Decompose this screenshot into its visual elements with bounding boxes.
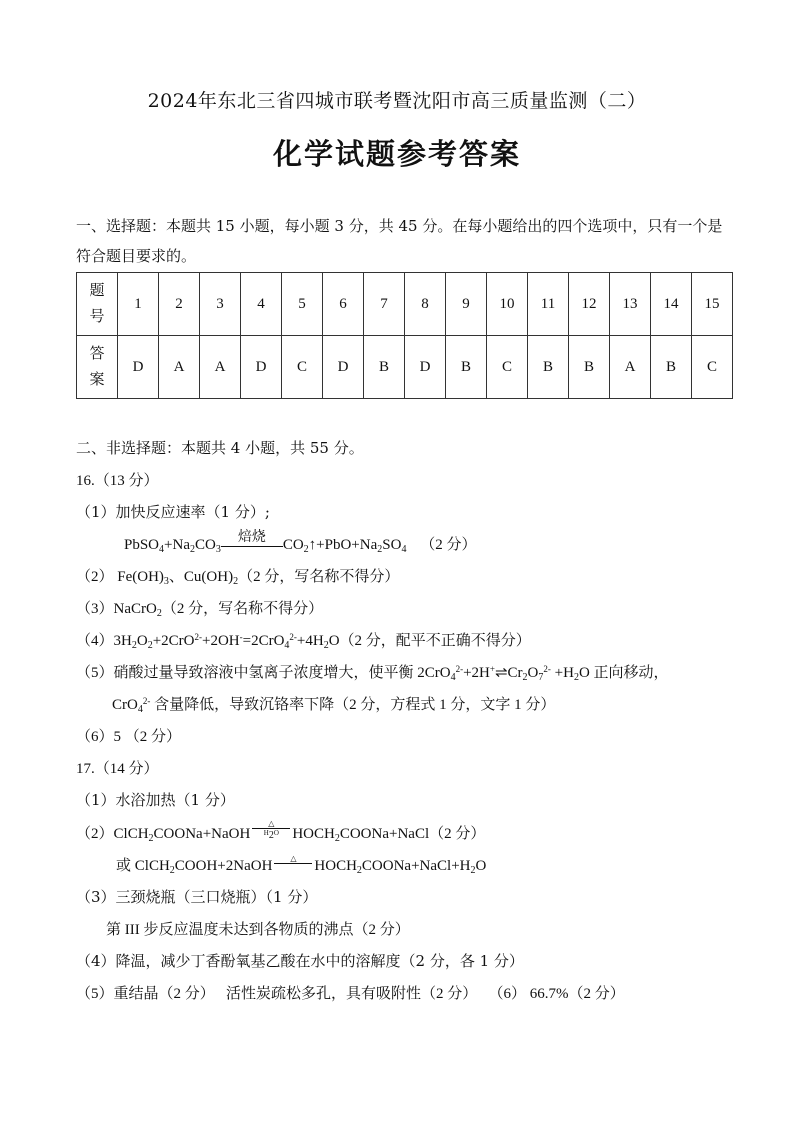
answer-cell: C xyxy=(282,336,323,399)
question-number: 4 xyxy=(241,273,282,336)
q17-part2-prefix: （2） xyxy=(76,826,114,842)
q16-part2 xyxy=(76,565,399,586)
answer-table-number-row xyxy=(77,273,733,336)
q17-part5-6: （5）重结晶（2 分） 活性炭疏松多孔，具有吸附性（2 分） （6） 66.7%（2 分） xyxy=(76,986,625,1002)
question-number: 5 xyxy=(282,273,323,336)
q16-eq-score: （2 分） xyxy=(420,537,477,553)
answer-cell: C xyxy=(692,336,733,399)
q17-eq1-left: ClCH$_2$COONa+NaOH xyxy=(113,826,251,844)
question-number: 14 xyxy=(651,273,692,336)
section1-intro: 一、选择题：本题共 15 小题，每小题 3 分，共 45 分。在每小题给出的四个选项中，只有一个是符合题目要求的。 xyxy=(76,217,723,265)
answer-cell: D xyxy=(405,336,446,399)
answer-cell: D xyxy=(323,336,364,399)
question-number: 2 xyxy=(159,273,200,336)
answer-table-answer-row xyxy=(77,336,733,399)
solvent-label: $H_2O$ xyxy=(263,829,279,842)
heat-symbol: △ xyxy=(268,819,275,829)
q17-part2 xyxy=(76,819,486,844)
question-number: 6 xyxy=(323,273,364,336)
reaction-arrow xyxy=(252,819,290,842)
question-number: 13 xyxy=(610,273,651,336)
question-number: 10 xyxy=(487,273,528,336)
answer-cell: D xyxy=(118,336,159,399)
q16-eq-right: $CO_2↑+PbO+Na_2SO_4$ xyxy=(282,537,407,555)
q16-part5a-text: （5）硝酸过量导致溶液中氢离子浓度增大，使平衡 $2CrO_4^{2-}+2H^+\rightleftharpoons Cr_2O_7^{2-} +H_2O$ 正向移动， xyxy=(76,664,669,683)
question-number: 12 xyxy=(569,273,610,336)
question-number: 1 xyxy=(118,273,159,336)
q17-eq2-right: $HOCH_2COONa+NaCl+H_2O$ xyxy=(314,858,487,876)
q16-part5-line1 xyxy=(76,661,669,682)
q16-part5b-text: CrO$_4^{2-}$ 含量降低，导致沉铬率下降（2 分，方程式 1 分，文字 1 分） xyxy=(112,696,556,715)
question-number: 11 xyxy=(528,273,569,336)
q17-eq1-right: $HOCH_2COONa+NaCl(2$ 分） xyxy=(292,826,486,844)
question-number: 7 xyxy=(364,273,405,336)
q17-part4: （4）降温，减少丁香酚氧基乙酸在水中的溶解度（2 分，各 1 分） xyxy=(76,952,524,970)
q17-part3b: 第 III 步反应温度未达到各物质的沸点（2 分） xyxy=(106,922,410,938)
answer-cell: B xyxy=(528,336,569,399)
heat-symbol: △ xyxy=(290,853,297,863)
header-question-text: 题号 xyxy=(89,282,105,325)
q16-part5-line2 xyxy=(112,693,555,714)
q16-heading: 16.（13 分） xyxy=(76,473,159,489)
q17-part1: （1）水浴加热（1 分） xyxy=(76,791,235,809)
q16-part4-text: $(4)3H_2O_2+2CrO^{2-}+2OH^-=2CrO_4^{2-}+4H_2O(2$ 分，配平不正确不得分） xyxy=(76,632,531,651)
section2-intro: 二、非选择题：本题共 4 小题，共 55 分。 xyxy=(76,439,364,457)
q16-part3 xyxy=(76,597,323,618)
header-answer-text: 答案 xyxy=(89,345,105,388)
question-number: 8 xyxy=(405,273,446,336)
answer-cell: D xyxy=(241,336,282,399)
q16-part3-text: （3）NaCrO$_2$（2 分，写名称不得分） xyxy=(76,601,324,619)
q16-part4 xyxy=(76,629,531,650)
q16-part2-text: （2） $Fe(OH)_3$、$Cu(OH)_2(2$ 分，写名称不得分） xyxy=(76,569,400,587)
q16-eq-left: $PbSO_4+Na_2CO_3$ xyxy=(124,537,221,555)
answer-cell: B xyxy=(569,336,610,399)
answer-cell: A xyxy=(200,336,241,399)
exam-title: 2024年东北三省四城市联考暨沈阳市高三质量监测（二） xyxy=(147,90,647,112)
answer-cell: B xyxy=(446,336,487,399)
question-number: 3 xyxy=(200,273,241,336)
reaction-arrow xyxy=(221,530,283,547)
q17-part3: （3）三颈烧瓶（三口烧瓶）（1 分） xyxy=(76,888,318,906)
reaction-condition: 焙烧 xyxy=(237,530,266,546)
table-header-question xyxy=(77,273,118,336)
q17-part2-alt-prefix: 或 xyxy=(116,858,132,874)
table-header-answer xyxy=(77,336,118,399)
question-number: 9 xyxy=(446,273,487,336)
q16-part1: （1）加快反应速率（1 分）; xyxy=(76,503,270,521)
q16-part6: （6）5 （2 分） xyxy=(76,729,182,745)
answer-cell: A xyxy=(610,336,651,399)
answer-cell: B xyxy=(364,336,405,399)
answer-cell: B xyxy=(651,336,692,399)
question-number: 15 xyxy=(692,273,733,336)
q17-eq2-left: ClCH$_2$COOH+2NaOH xyxy=(134,858,273,876)
answer-table xyxy=(76,272,733,399)
answer-cell: A xyxy=(159,336,200,399)
answer-cell: C xyxy=(487,336,528,399)
q17-heading: 17.（14 分） xyxy=(76,761,159,777)
q17-part2-alt xyxy=(116,854,486,875)
q16-equation xyxy=(124,530,477,555)
document-subtitle: 化学试题参考答案 xyxy=(272,137,521,171)
